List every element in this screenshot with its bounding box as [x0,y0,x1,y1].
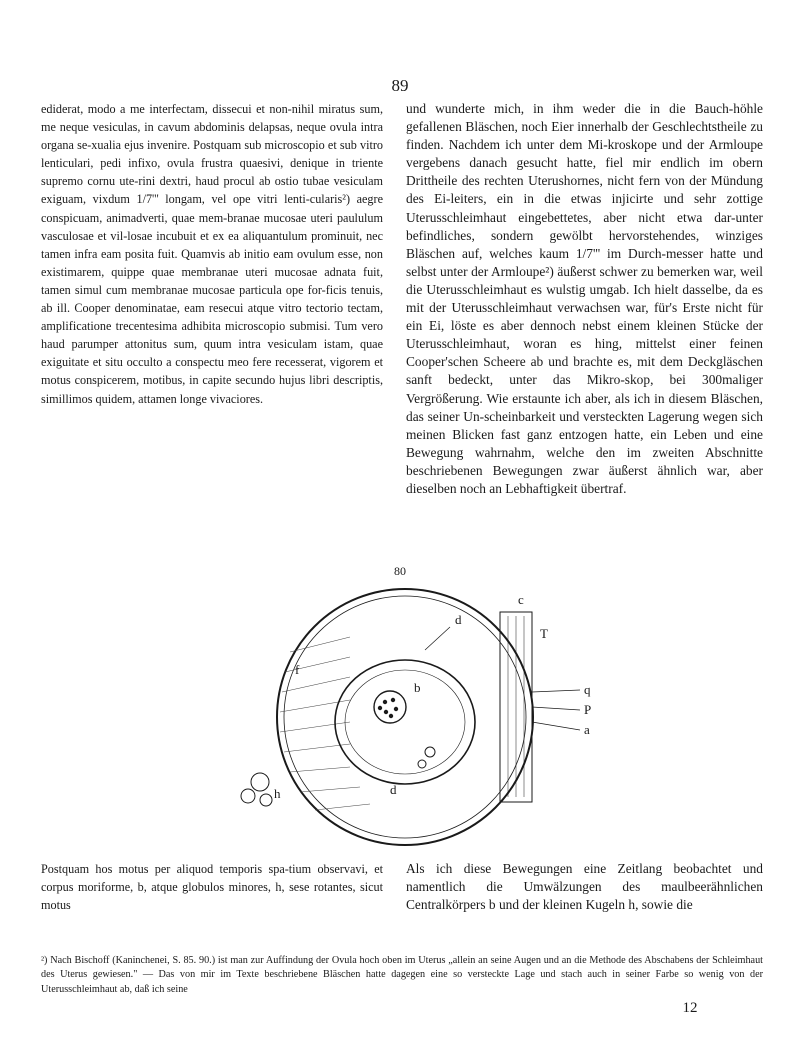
latin-paragraph-bottom: Postquam hos motus per aliquod temporis spa-tium observavi, et corpus moriforme, b, atque globulos minores, h, sese rotantes, sicut motus [41,862,383,913]
figure-label: a [584,722,590,737]
label-pointers [425,627,580,730]
tissue-hatching [280,637,370,810]
figure-label: P [584,702,592,717]
figure-label: h [274,786,281,801]
latin-column-top [41,100,383,408]
mulberry-body [374,691,406,723]
signature-mark: 12 [682,1000,698,1016]
figure-number: 80 [394,564,406,578]
german-paragraph-top: und wunderte mich, in ihm weder die in die Bauch-höhle gefallenen Bläschen, noch Eier innerhalb der Geschlechtstheile zu finden. Nachdem ich unter dem Mi-kroskope und der Armloupe vergebens danach gesucht hatte, fiel mir endlich im obern Drittheile des rechten Uterushornes, nicht fern von der Mündung des Ei-leiters, ein in die etwas injicirte und sehr zottige Uterusschleimhaut eingebettetes, aber nicht etwa dar-unter befindliches, sondern gewölbt hervorstehendes, winziges Bläschen auf, welches kaum 1/7''' im Durch-messer hatte und selbst unter der Armloupe²) äußerst schwer zu bemerken war, weil die Uterusschleimhaut es wulstig umgab. Ich hielt dasselbe, da es mit der Uterusschleimhaut verwachsen war, für's Erste nicht für ein Ei, löste es aber dennoch nebst einem kleinen Stücke der Uterusschleimhaut, woran es hing, mittelst einer feinen Cooper'schen Scheere ab und brachte es, mit dem Deckgläschen sanft bedeckt, unter das Mikro-skop, bei 300maliger Vergrößerung. Wie erstaunte ich aber, als ich in diesem Bläschen, das seiner Un-scheinbarkeit und versteckten Lagerung wegen sich meinen Blicken fast ganz entzogen hatte, ein Leben und eine Bewegung wahrnahm, welche den im zweiten Abschnitte beschriebenen Bewegungen zwar äußerst ähnlich war, aber dieselben noch an Lebhaftigkeit übertraf. [406,101,763,496]
german-column-bottom [406,860,763,914]
vesicle [335,660,475,784]
german-column-top [406,100,763,498]
latin-paragraph-top: ediderat, modo a me interfectam, dissecui et non-nihil miratus sum, me neque vesiculas, in cavum abdominis delapsas, neque ovula intra organa se-xualia ejus invenire. Postquam sub microscopio et sub vitro lenticulari, pedi infixo, ovula frustra quaesivi, denique in triente supremo cornu ute-rini dextri, haud procul ab ostio tubae vesiculam exiguam, vixdum 1/7''' longam, vel ope vitri lenti-cularis²) aegre conspicuam, animadverti, quae mem-branae mucosae uteri paululum vasculosae et vil-losae incubuit et ex ea aliquantulum prominuit, nec tamen infra eam posita fuit. Quamvis ab initio eam ovulum esse, non existimarem, quippe quae membranae uteri mucosae adnata fuit, tamen simul cum membranae mucosae particula ope for-ficis tenuis, ab ill. Cooper denominatae, eam resecui atque vitro tectorio tectam, amplificatione trecentesima adhibita microscopio submisi. Tum vero haud parumper attonitus sum, quum intra vesiculam istam, quae exiguitate et situ occulto a conspectu meo fere recesserat, vigorem et motus conspicerem, motibus, in capite secundo hujus libri descriptis, simillimos quidem, attamen longe vivaciores. [41,102,383,406]
figure-label: b [414,680,421,695]
vesicle-inner [345,670,465,774]
page-number: 89 [391,76,409,95]
figure-label: q [584,682,591,697]
german-paragraph-bottom: Als ich diese Bewegungen eine Zeitlang beobachtet und namentlich die Umwälzungen des maulbeerähnlichen Centralkörpers b und der kleinen Kugeln h, sowie die [406,861,763,913]
figure-outer-circle [277,589,533,845]
latin-column-bottom [41,860,383,914]
figure-inner-ring [284,596,526,838]
small-globules [241,747,435,806]
figure-label: c [518,592,524,607]
footnote: ²) Nach Bischoff (Kaninchenei, S. 85. 90.) ist man zur Auffindung der Ovula hoch oben im Uterus „allein an seine Augen und an die Methode des Abschabens der Schleimhaut des Uterus gewiesen." — Das von mir im Texte beschriebene Bläschen hatte dagegen eine so versteckte Lage und stach auch in seiner Farbe so wenig von der Uterusschleimhaut ab, daß ich seine [41,955,763,995]
microscope-figure [200,582,620,852]
figure-label: d [455,612,462,627]
figure-label: f [295,662,300,677]
figure-label: d [390,782,397,797]
figure-label: T [540,626,548,641]
right-column [500,612,532,802]
